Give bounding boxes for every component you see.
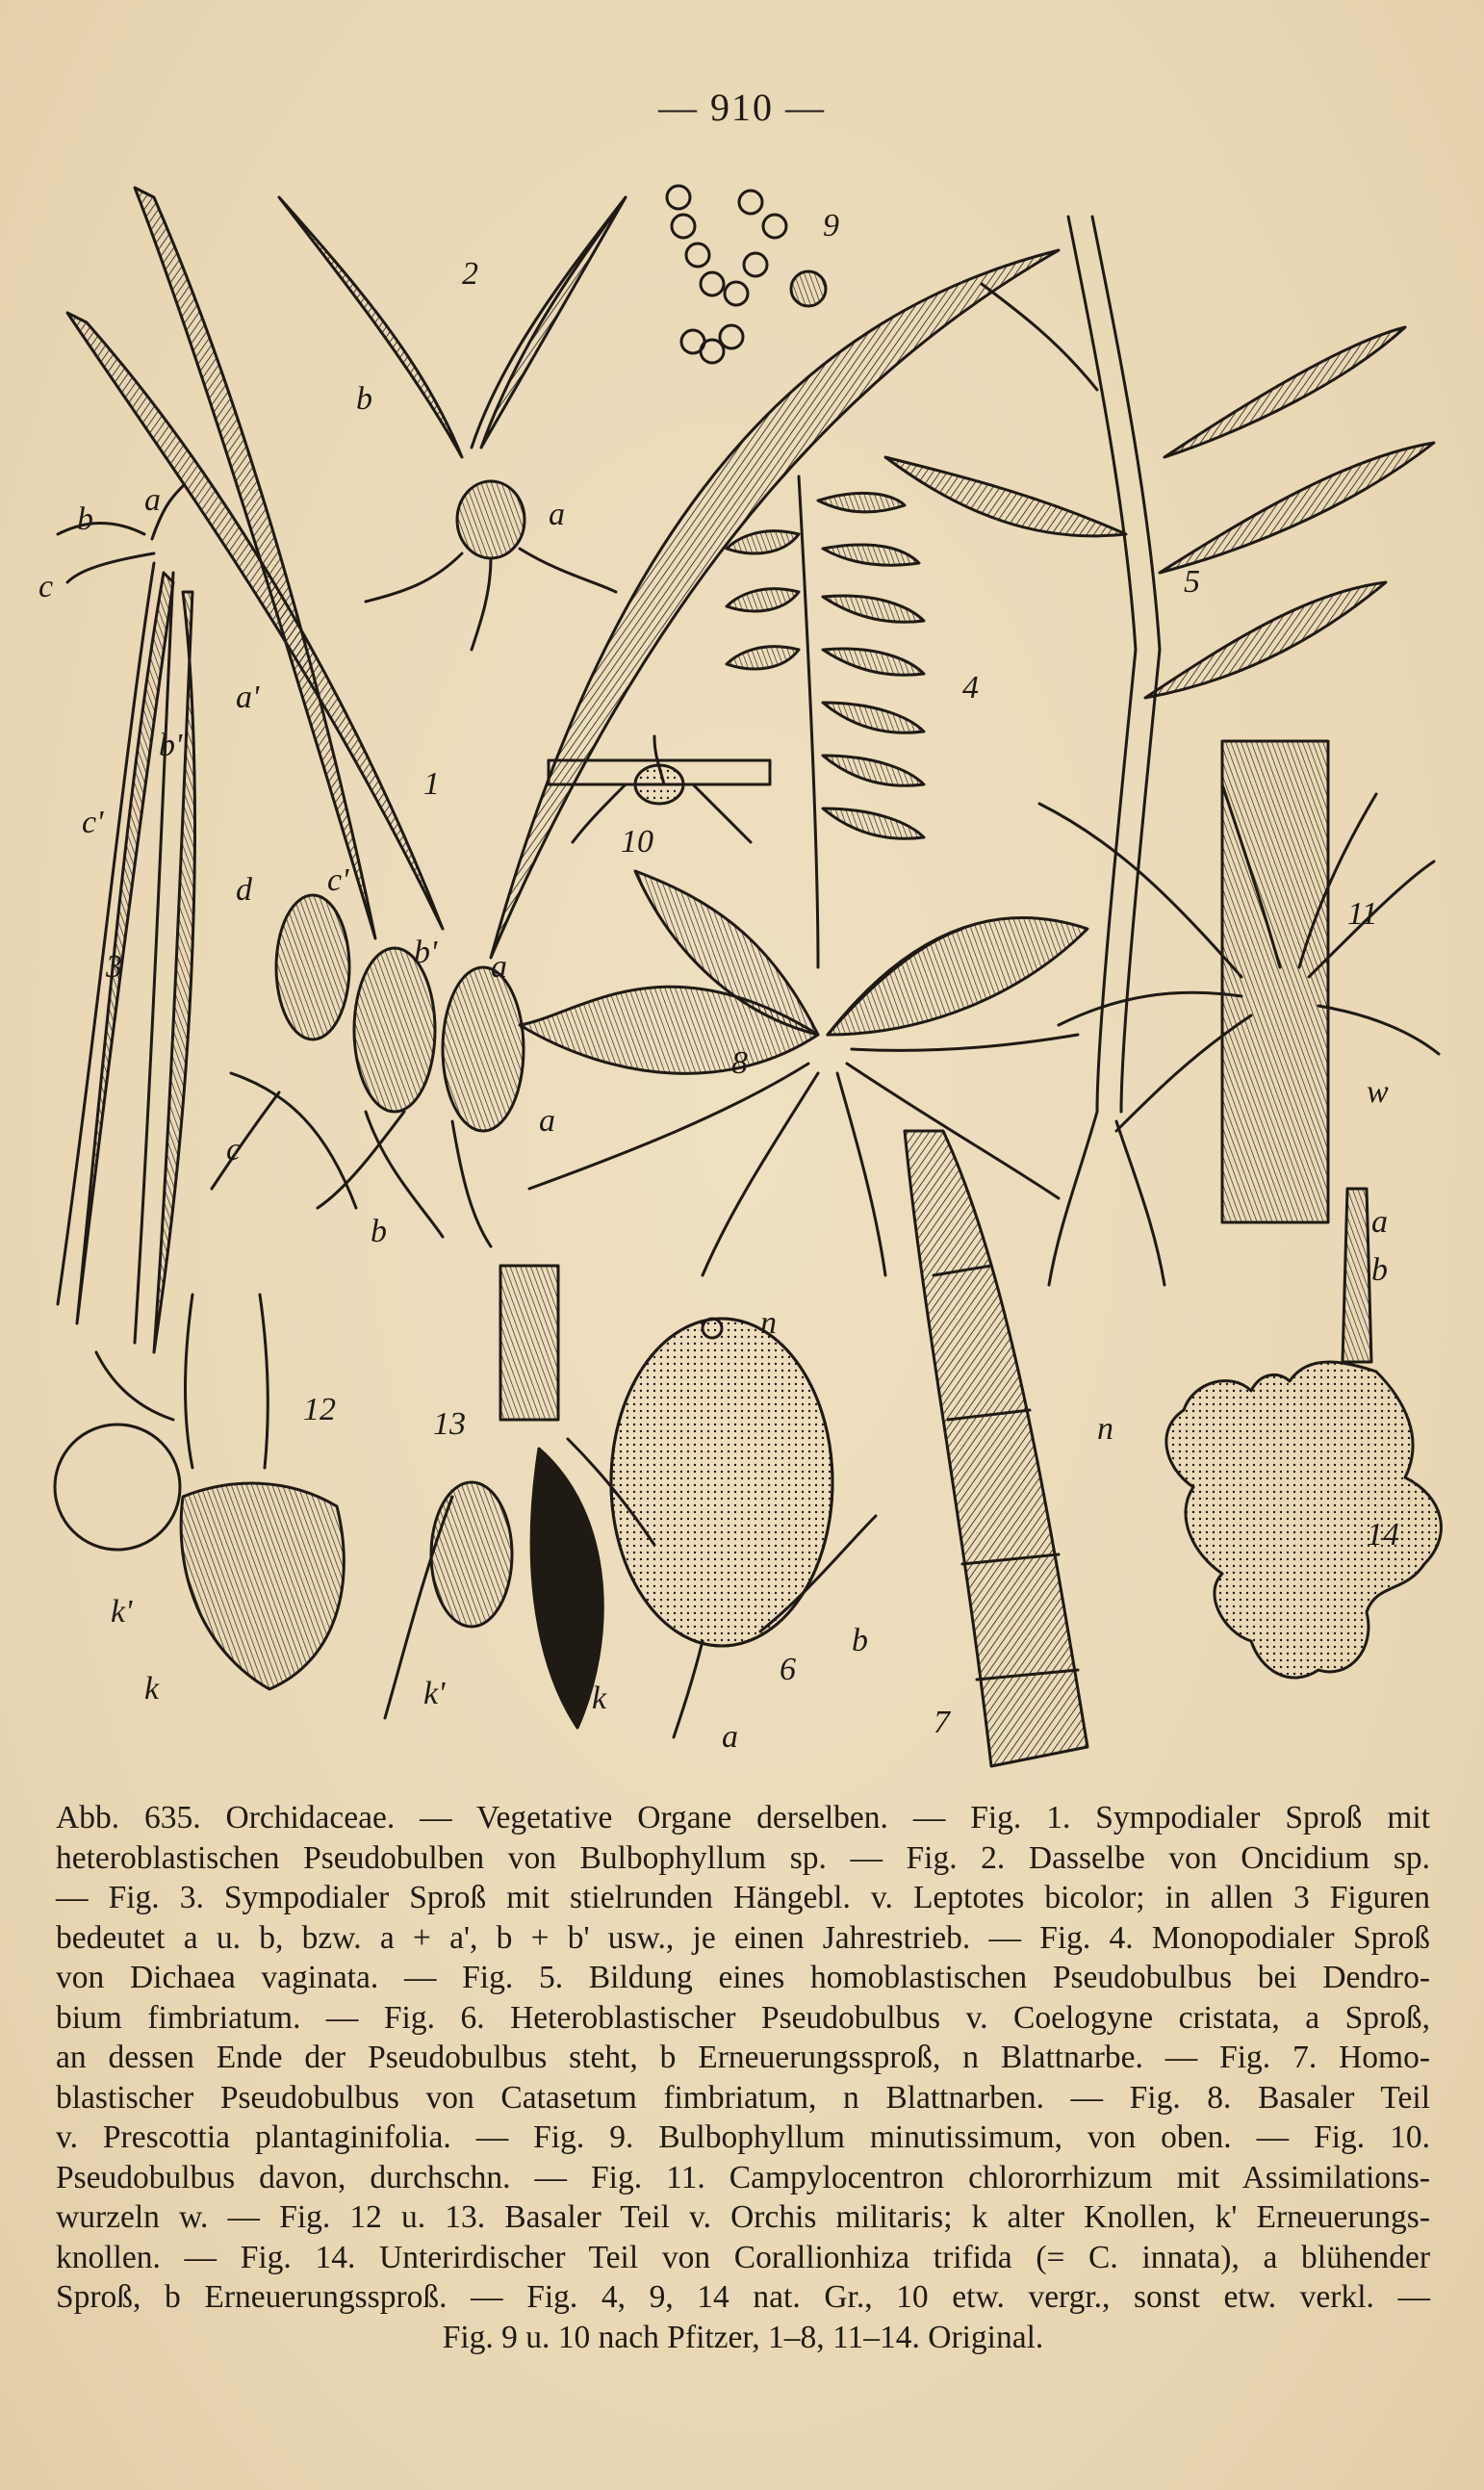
figure-caption [56,1798,1430,2357]
label-fig12: 12 [303,1392,336,1427]
label-fig14: 14 [1367,1517,1399,1553]
label-fig2: 2 [462,256,478,292]
label-a-3: a [539,1103,555,1139]
caption-line: bedeutet a u. b, bzw. a + a', b + b' usw., je einen Jahrestrieb. — Fig. 4. Monopodialer Sproß [56,1919,1430,1956]
fig3-leptotes [58,486,194,1352]
orchid-illustration [38,168,1446,1776]
fig9-chain [667,186,826,363]
label-a-4: a [549,497,565,532]
label-fig6: 6 [780,1652,796,1687]
label-fig9: 9 [823,208,839,244]
label-fig8: 8 [731,1045,748,1081]
label-fig7: 7 [934,1705,950,1740]
label-fig10: 10 [621,824,653,860]
fig11-campylocentron [1039,741,1439,1222]
fig2-oncidium [279,197,626,650]
label-a-prime: a' [236,680,260,715]
label-k-prime-2: k' [423,1676,446,1711]
fig5-dendrobium [885,217,1434,1285]
caption-line: Pseudobulbus davon, durchschn. — Fig. 11. Campylocentron chlororrhizum mit Assimilations- [56,2159,1430,2195]
caption-line: bium fimbriatum. — Fig. 6. Heteroblastischer Pseudobulbus v. Coelogyne cristata, a Sproß, [56,1999,1430,2036]
caption-line: — Fig. 3. Sympodialer Sproß mit stielrunden Hängebl. v. Leptotes bicolor; in allen 3 Figuren [56,1880,1430,1915]
label-fig13: 13 [433,1406,466,1442]
label-fig4: 4 [962,670,979,706]
label-d: d [236,872,252,908]
label-fig11: 11 [1347,896,1378,932]
label-a-6: a [1371,1204,1388,1240]
label-b-3: b [356,381,372,417]
label-b-5: b [1371,1252,1388,1288]
label-w: w [1367,1074,1389,1110]
label-b-prime: b' [159,728,183,763]
label-n: n [760,1305,777,1341]
label-b-prime-2: b' [414,935,438,970]
fig4-dichaea [727,476,924,967]
caption-line: von Dichaea vaginata. — Fig. 5. Bildung eines homoblastischen Pseudobulbus bei Dendro- [56,1960,1430,1995]
caption-line: knollen. — Fig. 14. Unterirdischer Teil von Corallionhiza trifida (= C. innata), a blühender [56,2239,1430,2275]
fig14-corallorhiza [1166,1189,1442,1678]
caption-line: heteroblastischen Pseudobulben von Bulbophyllum sp. — Fig. 2. Dasselbe von Oncidium sp. [56,1839,1430,1876]
label-fig3: 3 [106,949,122,985]
caption-line: Abb. 635. Orchidaceae. — Vegetative Organe derselben. — Fig. 1. Sympodialer Sproß mit [56,1800,1430,1835]
label-k-prime: k' [111,1594,133,1630]
label-a-2: a [491,949,507,985]
caption-line: Fig. 9 u. 10 nach Pfitzer, 1–8, 11–14. Original. [442,2319,1044,2355]
caption-line: wurzeln w. — Fig. 12 u. 13. Basaler Teil v. Orchis militaris; k alter Knollen, k' Erneuerungs- [56,2199,1430,2235]
label-fig5: 5 [1184,564,1200,600]
fig7-catasetum [905,1131,1087,1766]
label-c-prime: c' [82,805,104,840]
label-a-5: a [722,1719,738,1755]
label-c-2: c [226,1132,242,1168]
fig12-orchis [55,1295,344,1689]
fig1-bulbophyllum [67,188,1059,1246]
caption-line: v. Prescottia plantaginifolia. — Fig. 9. Bulbophyllum minutissimum, von oben. — Fig. 10. [56,2119,1430,2155]
label-c-prime-2: c' [327,862,349,898]
label-b-4: b [852,1623,868,1658]
caption-line: Sproß, b Erneuerungssproß. — Fig. 4, 9, 14 nat. Gr., 10 etw. vergr., sonst etw. verkl. — [56,2279,1430,2315]
label-k: k [144,1671,160,1707]
caption-line: an dessen Ende der Pseudobulbus steht, b Erneuerungssproß, n Blattnarbe. — Fig. 7. Homo- [56,2040,1430,2075]
label-b-2: b [371,1214,387,1249]
label-fig1: 1 [423,766,440,802]
label-a: a [144,482,161,518]
label-c: c [38,569,54,604]
fig8-prescottia [520,871,1087,1275]
page-number: — 910 — [658,86,826,129]
caption-line: blastischer Pseudobulbus von Catasetum fimbriatum, n Blattnarben. — Fig. 8. Basaler Teil [56,2079,1430,2116]
label-n-2: n [1097,1411,1113,1447]
label-k-2: k [592,1681,607,1716]
orchid-engraving [38,168,1446,1776]
fig6-coelogyne [611,1319,876,1737]
label-b: b [77,501,93,537]
